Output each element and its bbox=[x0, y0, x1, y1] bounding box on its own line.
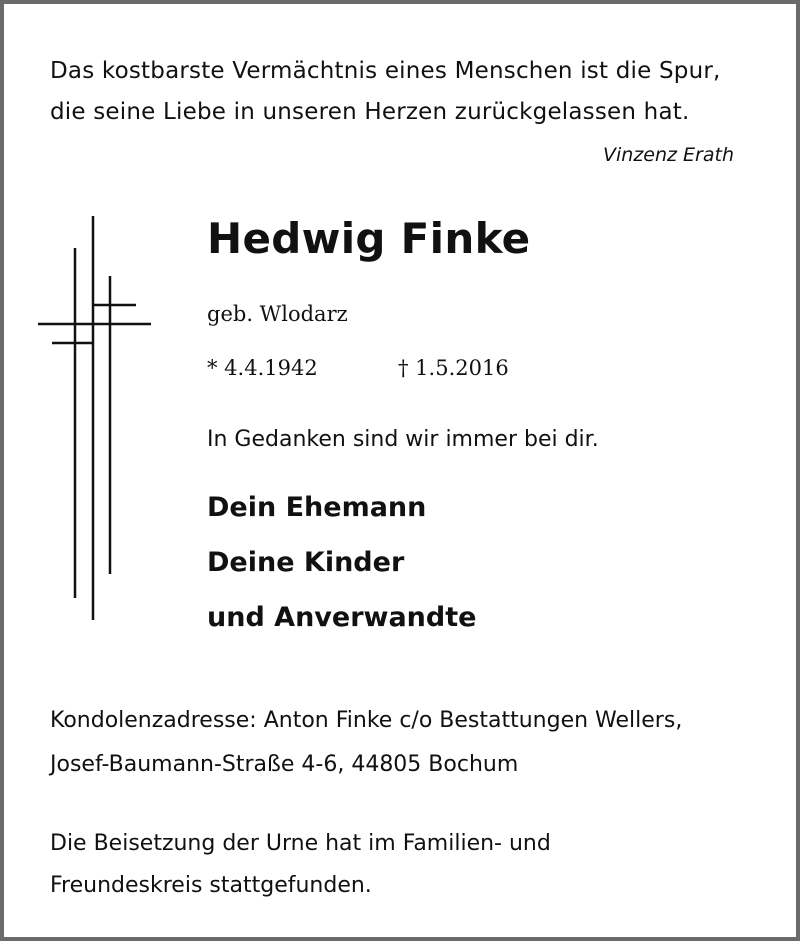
birth-date: * 4.4.1942 bbox=[207, 356, 318, 380]
burial-note-line-2: Freundeskreis stattgefunden. bbox=[50, 873, 372, 898]
mourner-relatives: und Anverwandte bbox=[207, 602, 477, 633]
condolence-line-2: Josef-Baumann-Straße 4-6, 44805 Bochum bbox=[50, 752, 519, 777]
maiden-name: geb. Wlodarz bbox=[207, 302, 348, 326]
deceased-name: Hedwig Finke bbox=[207, 214, 531, 263]
mourner-children: Deine Kinder bbox=[207, 547, 405, 578]
death-date: † 1.5.2016 bbox=[398, 356, 509, 380]
quote-line-2: die seine Liebe in unseren Herzen zurückgelassen hat. bbox=[50, 99, 690, 125]
burial-note-line-1: Die Beisetzung der Urne hat im Familien- und bbox=[50, 831, 551, 856]
quote-line-1: Das kostbarste Vermächtnis eines Menschen ist die Spur, bbox=[50, 58, 721, 84]
mourner-spouse: Dein Ehemann bbox=[207, 492, 427, 523]
memorial-message: In Gedanken sind wir immer bei dir. bbox=[207, 427, 599, 452]
condolence-line-1: Kondolenzadresse: Anton Finke c/o Bestattungen Wellers, bbox=[50, 708, 683, 733]
quote-author: Vinzenz Erath bbox=[603, 144, 734, 166]
crosses-icon bbox=[30, 210, 160, 630]
